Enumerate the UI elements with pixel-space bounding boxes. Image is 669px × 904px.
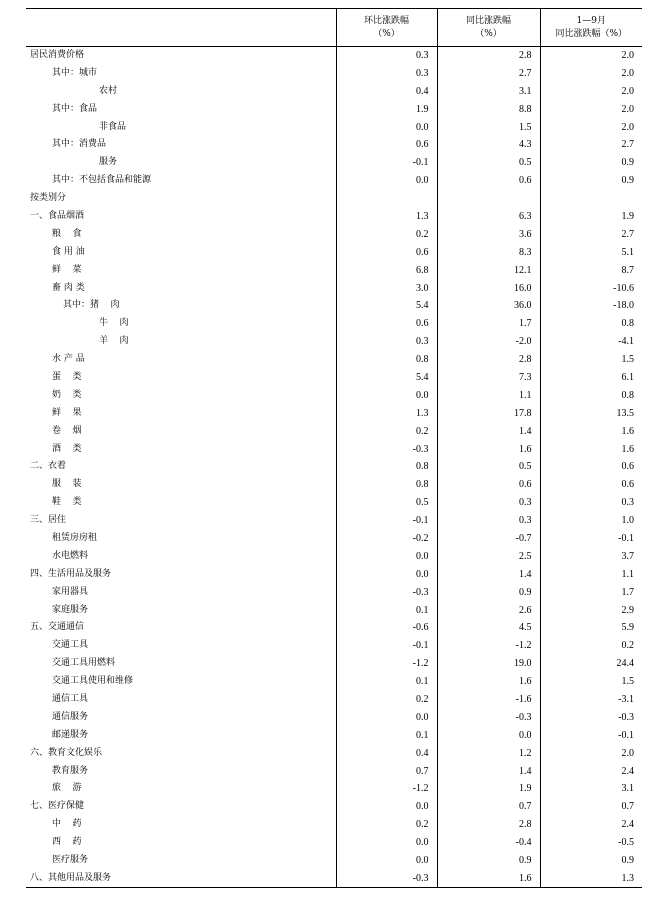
row-mom-value: 0.0 [336, 565, 437, 583]
row-yoy-value [437, 190, 540, 208]
row-ytd-value: 0.7 [540, 798, 642, 816]
row-label: 交通工具 [52, 640, 89, 651]
row-mom-value [336, 190, 437, 208]
row-mom-value: 1.3 [336, 208, 437, 226]
row-label: 鞋 类 [52, 497, 82, 508]
row-label: 三、居住 [30, 515, 67, 526]
table-row [26, 118, 642, 136]
table-row [26, 744, 642, 762]
table-row [26, 333, 642, 351]
row-yoy-value: -0.7 [437, 530, 540, 548]
table-row [26, 100, 642, 118]
row-yoy-value: -0.3 [437, 708, 540, 726]
row-yoy-value: 0.5 [437, 458, 540, 476]
row-ytd-value: 6.1 [540, 369, 642, 387]
row-ytd-value: -3.1 [540, 691, 642, 709]
row-yoy-value: 1.4 [437, 422, 540, 440]
row-label: 鲜 果 [52, 407, 82, 418]
row-yoy-value: 2.7 [437, 64, 540, 82]
row-mom-value: 0.1 [336, 726, 437, 744]
cpi-table [26, 8, 642, 888]
row-mom-value: 0.1 [336, 673, 437, 691]
row-yoy-value: 17.8 [437, 404, 540, 422]
row-mom-value: -0.6 [336, 619, 437, 637]
row-label: 酒 类 [52, 443, 82, 454]
row-yoy-value: 2.8 [437, 816, 540, 834]
row-mom-value: 0.6 [336, 136, 437, 154]
row-mom-value: 5.4 [336, 369, 437, 387]
row-ytd-value: 0.6 [540, 458, 642, 476]
row-ytd-value: 2.0 [540, 100, 642, 118]
table-row [26, 190, 642, 208]
row-mom-value: -0.3 [336, 440, 437, 458]
row-mom-value: 0.4 [336, 82, 437, 100]
row-mom-value: 0.2 [336, 816, 437, 834]
row-ytd-value: 0.8 [540, 315, 642, 333]
row-mom-value: 0.0 [336, 172, 437, 190]
row-mom-value: -0.2 [336, 530, 437, 548]
row-mom-value: 0.0 [336, 852, 437, 870]
table-header [26, 9, 642, 47]
row-mom-value: 0.2 [336, 691, 437, 709]
row-yoy-value: 4.3 [437, 136, 540, 154]
row-ytd-value: -0.1 [540, 726, 642, 744]
header-mom: 环比涨跌幅 （%） [336, 9, 437, 47]
table-row [26, 583, 642, 601]
row-label: 奶 类 [52, 389, 82, 400]
row-ytd-value: -0.3 [540, 708, 642, 726]
row-label: 食 用 油 [52, 246, 85, 257]
row-mom-value: 0.0 [336, 834, 437, 852]
row-mom-value: 0.3 [336, 47, 437, 65]
row-yoy-value: 0.9 [437, 852, 540, 870]
table-row [26, 619, 642, 637]
row-mom-value: 0.7 [336, 762, 437, 780]
row-mom-value: 0.8 [336, 351, 437, 369]
table-row [26, 691, 642, 709]
row-label: 二、衣着 [30, 461, 67, 472]
row-ytd-value: 0.8 [540, 386, 642, 404]
row-mom-value: 0.3 [336, 64, 437, 82]
row-ytd-value: 1.6 [540, 422, 642, 440]
row-label: 水 产 品 [52, 354, 85, 365]
row-label: 水电燃料 [52, 550, 89, 561]
header-category [26, 9, 336, 47]
row-mom-value: 0.2 [336, 225, 437, 243]
table-row [26, 673, 642, 691]
row-ytd-value: 1.0 [540, 512, 642, 530]
row-ytd-value: 0.2 [540, 637, 642, 655]
row-label: 旅 游 [52, 783, 82, 794]
row-yoy-value: 3.1 [437, 82, 540, 100]
table-row [26, 225, 642, 243]
row-yoy-value: 0.6 [437, 172, 540, 190]
table-row [26, 494, 642, 512]
row-mom-value: 1.9 [336, 100, 437, 118]
row-label: 其中：城市 [52, 67, 98, 78]
row-yoy-value: 1.7 [437, 315, 540, 333]
row-ytd-value: 5.9 [540, 619, 642, 637]
row-label: 五、交通通信 [30, 622, 85, 633]
table-row [26, 154, 642, 172]
row-label: 蛋 类 [52, 371, 82, 382]
row-label: 八、其他用品及服务 [26, 869, 336, 887]
row-mom-value: 5.4 [336, 297, 437, 315]
table-row [26, 351, 642, 369]
row-label: 卷 烟 [52, 425, 82, 436]
table-row [26, 315, 642, 333]
row-yoy-value: 0.9 [437, 583, 540, 601]
header-yoy: 同比涨跌幅 （%） [437, 9, 540, 47]
row-mom-value: 3.0 [336, 279, 437, 297]
row-ytd-value: 1.6 [540, 440, 642, 458]
row-ytd-value: 5.1 [540, 243, 642, 261]
row-ytd-value: -0.1 [540, 530, 642, 548]
row-mom-value: -0.3 [336, 583, 437, 601]
row-ytd-value: 24.4 [540, 655, 642, 673]
row-ytd-value: -4.1 [540, 333, 642, 351]
row-yoy-value: 8.3 [437, 243, 540, 261]
row-yoy-value: 1.6 [437, 869, 540, 887]
row-label: 中 药 [52, 819, 82, 830]
row-mom-value: 0.4 [336, 744, 437, 762]
row-yoy-value: 1.4 [437, 565, 540, 583]
row-label: 家用器具 [52, 586, 89, 597]
row-mom-value: 0.5 [336, 494, 437, 512]
row-yoy-value: 7.3 [437, 369, 540, 387]
row-ytd-value: 3.7 [540, 547, 642, 565]
row-label: 交通工具用燃料 [52, 658, 116, 669]
row-mom-value: 0.0 [336, 708, 437, 726]
row-mom-value: 0.2 [336, 422, 437, 440]
row-label: 通信工具 [52, 694, 89, 704]
row-label: 服务 [99, 157, 118, 168]
row-ytd-value: 2.7 [540, 225, 642, 243]
row-ytd-value: 1.7 [540, 583, 642, 601]
row-label: 其中：猪 肉 [63, 300, 120, 311]
table-row [26, 547, 642, 565]
row-label: 居民消费价格 [30, 50, 85, 61]
table-row [26, 422, 642, 440]
row-yoy-value: 1.1 [437, 386, 540, 404]
row-label: 鲜 菜 [52, 264, 82, 275]
row-ytd-value: 2.4 [540, 816, 642, 834]
row-label: 教育服务 [52, 765, 89, 776]
table-row [26, 208, 642, 226]
row-label: 六、教育文化娱乐 [30, 747, 103, 758]
row-label: 邮递服务 [52, 729, 89, 740]
row-label: 畜 肉 类 [52, 282, 85, 293]
row-yoy-value: 8.8 [437, 100, 540, 118]
row-label: 四、生活用品及服务 [30, 568, 112, 579]
row-label: 服 装 [52, 479, 82, 490]
table-row [26, 440, 642, 458]
row-mom-value: -0.1 [336, 154, 437, 172]
row-ytd-value: 3.1 [540, 780, 642, 798]
row-mom-value: -1.2 [336, 655, 437, 673]
table-row [26, 762, 642, 780]
table-row [26, 798, 642, 816]
row-ytd-value: -0.5 [540, 834, 642, 852]
row-ytd-value: 2.4 [540, 762, 642, 780]
row-label: 其中：食品 [52, 103, 98, 114]
table-row [26, 82, 642, 100]
row-mom-value: 0.0 [336, 547, 437, 565]
row-label: 其中：消费品 [52, 139, 107, 150]
row-label: 羊 肉 [99, 336, 129, 347]
row-yoy-value: 1.6 [437, 673, 540, 691]
table-row [26, 726, 642, 744]
row-ytd-value: 2.7 [540, 136, 642, 154]
row-ytd-value: 2.0 [540, 82, 642, 100]
table-row [26, 852, 642, 870]
row-ytd-value: 0.9 [540, 172, 642, 190]
row-label: 七、医疗保健 [30, 801, 85, 812]
row-mom-value: 0.0 [336, 118, 437, 136]
row-yoy-value: 0.3 [437, 494, 540, 512]
table-row [26, 369, 642, 387]
table-row [26, 458, 642, 476]
row-yoy-value: 2.5 [437, 547, 540, 565]
row-yoy-value: -2.0 [437, 333, 540, 351]
row-mom-value: 0.0 [336, 386, 437, 404]
row-yoy-value: 1.4 [437, 762, 540, 780]
table-row [26, 243, 642, 261]
row-ytd-value: 1.5 [540, 351, 642, 369]
row-yoy-value: 0.7 [437, 798, 540, 816]
row-yoy-value: 1.9 [437, 780, 540, 798]
row-ytd-value: 2.0 [540, 118, 642, 136]
row-yoy-value: -1.2 [437, 637, 540, 655]
row-mom-value: 0.8 [336, 458, 437, 476]
row-ytd-value: 1.5 [540, 673, 642, 691]
row-yoy-value: 0.6 [437, 476, 540, 494]
row-yoy-value: 4.5 [437, 619, 540, 637]
table-row [26, 47, 642, 65]
row-yoy-value: -0.4 [437, 834, 540, 852]
row-ytd-value: 13.5 [540, 404, 642, 422]
row-yoy-value: 16.0 [437, 279, 540, 297]
table-row [26, 172, 642, 190]
row-yoy-value: 1.2 [437, 744, 540, 762]
row-ytd-value: 0.3 [540, 494, 642, 512]
row-label: 按类别分 [30, 193, 67, 204]
row-yoy-value: 36.0 [437, 297, 540, 315]
table-row [26, 64, 642, 82]
row-yoy-value: 0.3 [437, 512, 540, 530]
table-row [26, 261, 642, 279]
table-row [26, 780, 642, 798]
row-label: 家庭服务 [52, 604, 89, 615]
table-body [26, 47, 642, 888]
table-row [26, 404, 642, 422]
table-row [26, 386, 642, 404]
table-row [26, 136, 642, 154]
row-ytd-value: 2.0 [540, 47, 642, 65]
row-mom-value: 0.0 [336, 798, 437, 816]
table-row [26, 708, 642, 726]
row-ytd-value: 8.7 [540, 261, 642, 279]
row-mom-value: 0.8 [336, 476, 437, 494]
row-yoy-value: 3.6 [437, 225, 540, 243]
row-mom-value: 0.1 [336, 601, 437, 619]
row-ytd-value: -10.6 [540, 279, 642, 297]
table-row [26, 869, 642, 887]
row-ytd-value: 0.9 [540, 852, 642, 870]
row-label: 一、食品烟酒 [30, 210, 85, 221]
row-label: 牛 肉 [99, 318, 129, 329]
row-ytd-value: 1.9 [540, 208, 642, 226]
table-row [26, 297, 642, 315]
row-mom-value: -1.2 [336, 780, 437, 798]
row-label: 通信服务 [52, 711, 89, 722]
row-mom-value: 1.3 [336, 404, 437, 422]
table-row [26, 834, 642, 852]
row-mom-value: -0.3 [336, 869, 437, 887]
row-ytd-value: 0.6 [540, 476, 642, 494]
row-label: 租赁房房租 [52, 532, 98, 543]
row-yoy-value: -1.6 [437, 691, 540, 709]
row-yoy-value: 2.8 [437, 47, 540, 65]
table-row [26, 530, 642, 548]
row-label: 非食品 [99, 121, 127, 132]
row-yoy-value: 2.6 [437, 601, 540, 619]
row-ytd-value [540, 190, 642, 208]
row-yoy-value: 0.5 [437, 154, 540, 172]
table-row [26, 565, 642, 583]
row-label: 其中：不包括食品和能源 [52, 175, 152, 186]
row-yoy-value: 19.0 [437, 655, 540, 673]
header-ytd: 1—9月 同比涨跌幅（%） [540, 9, 642, 47]
row-mom-value: 0.6 [336, 243, 437, 261]
row-ytd-value: 1.3 [540, 869, 642, 887]
table-row [26, 476, 642, 494]
row-mom-value: 0.3 [336, 333, 437, 351]
table-row [26, 279, 642, 297]
row-yoy-value: 12.1 [437, 261, 540, 279]
row-mom-value: 0.6 [336, 315, 437, 333]
row-ytd-value: 1.1 [540, 565, 642, 583]
row-yoy-value: 0.0 [437, 726, 540, 744]
row-label: 农村 [99, 85, 118, 96]
row-ytd-value: 2.0 [540, 64, 642, 82]
row-yoy-value: 1.6 [437, 440, 540, 458]
row-ytd-value: 0.9 [540, 154, 642, 172]
row-label: 交通工具使用和维修 [52, 676, 134, 687]
table-row [26, 601, 642, 619]
row-yoy-value: 1.5 [437, 118, 540, 136]
row-mom-value: 6.8 [336, 261, 437, 279]
row-mom-value: -0.1 [336, 512, 437, 530]
row-yoy-value: 6.3 [437, 208, 540, 226]
row-label: 粮 食 [52, 228, 82, 239]
row-ytd-value: -18.0 [540, 297, 642, 315]
table-row [26, 637, 642, 655]
table-row [26, 655, 642, 673]
table-row [26, 816, 642, 834]
row-mom-value: -0.1 [336, 637, 437, 655]
row-ytd-value: 2.0 [540, 744, 642, 762]
row-label: 医疗服务 [52, 855, 89, 866]
row-ytd-value: 2.9 [540, 601, 642, 619]
table-row [26, 512, 642, 530]
row-label: 西 药 [52, 837, 82, 848]
row-yoy-value: 2.8 [437, 351, 540, 369]
